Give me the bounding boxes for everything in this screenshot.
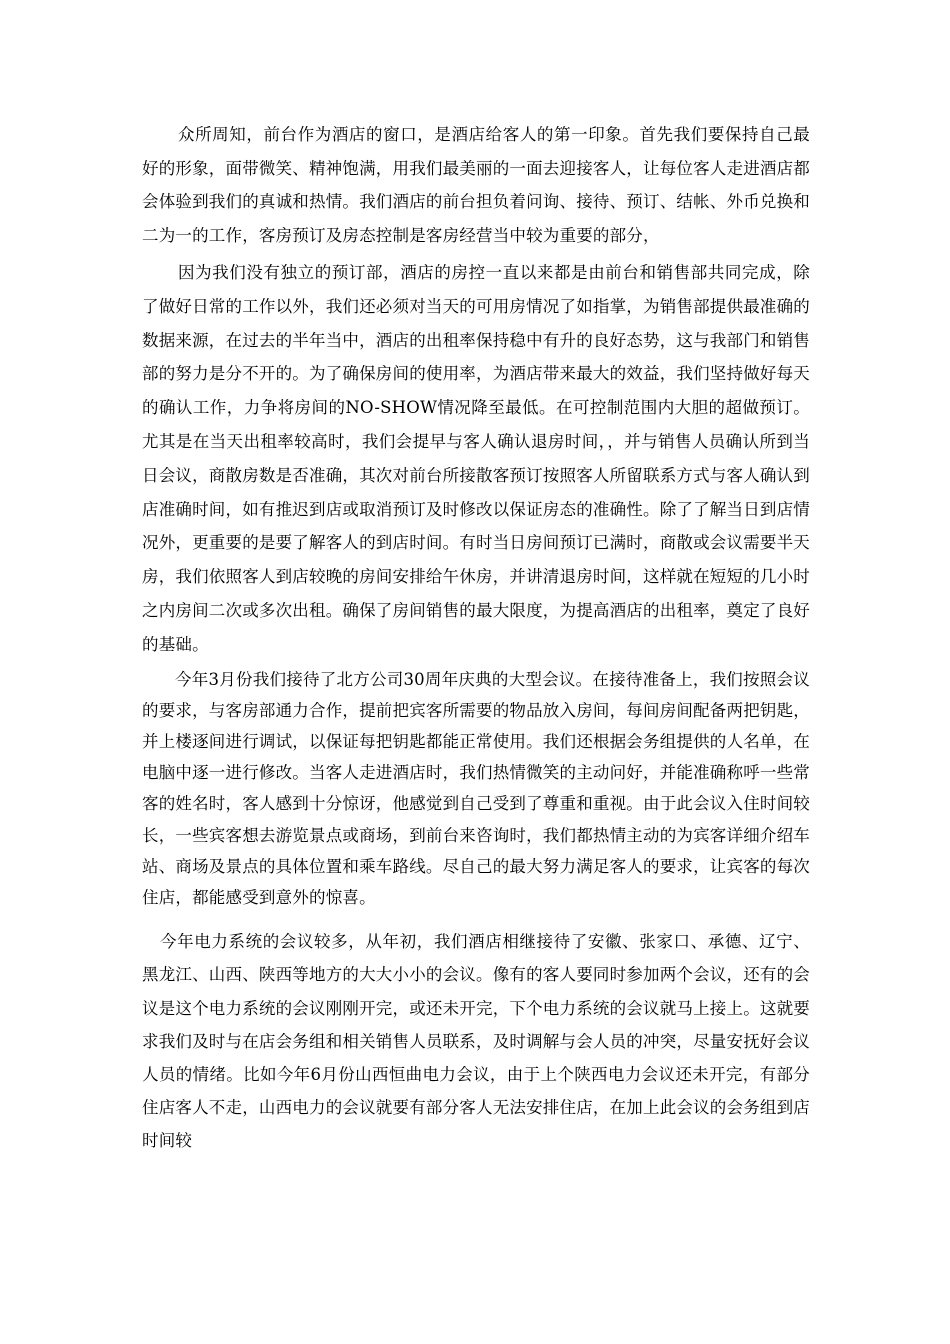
paragraph-room-control: 因为我们没有独立的预订部，酒店的房控一直以来都是由前台和销售部共同完成，除了做好日常的工作以外，我们还必须对当天的可用房情况了如指掌，为销售部提供最准确的数据来源，在过去的半年当中，酒店的出租率保持稳中有升的良好态势，这与我部门和销售部的努力是分不开的。为了确保房间的使用率，为酒店带来最大的效益，我们坚持做好每天的确认工作，力争将房间的NO-SHOW情况降至最低。在可控制范围内大胆的超做预订。尤其是在当天出租率较高时，我们会提早与客人确认退房时间，，并与销售人员确认所到当日会议，商散房数是否准确，其次对前台所接散客预订按照客人所留联系方式与客人确认到店准确时间，如有推迟到店或取消预订及时修改以保证房态的准确性。除了了解当日到店情况外，更重要的是要了解客人的到店时间。有时当日房间预订已满时，商散或会议需要半天房，我们依照客人到店较晚的房间安排给午休房，并讲清退房时间，这样就在短短的几小时之内房间二次或多次出租。确保了房间销售的最大限度，为提高酒店的出租率，奠定了良好的基础。 [142,263,810,654]
document-body [142,118,810,1158]
paragraph-front-desk-intro: 众所周知，前台作为酒店的窗口，是酒店给客人的第一印象。首先我们要保持自己最好的形象，面带微笑、精神饱满，用我们最美丽的一面去迎接客人，让每位客人走进酒店都会体验到我们的真诚和热情。我们酒店的前台担负着问询、接待、预订、结帐、外币兑换和二为一的工作，客房预订及房态控制是客房经营当中较为重要的部分， [142,125,810,245]
paragraph-anniversary-conference: 今年3月份我们接待了北方公司30周年庆典的大型会议。在接待准备上，我们按照会议的要求，与客房部通力合作，提前把宾客所需要的物品放入房间，每间房间配备两把钥匙，并上楼逐间进行调试，以保证每把钥匙都能正常使用。我们还根据会务组提供的人名单，在电脑中逐一进行修改。当客人走进酒店时，我们热情微笑的主动问好，并能准确称呼一些常客的姓名时，客人感到十分惊讶，他感觉到自己受到了尊重和重视。由于此会议入住时间较长，一些宾客想去游览景点或商场，到前台来咨询时，我们都热情主动的为宾客详细介绍车站、商场及景点的具体位置和乘车路线。尽自己的最大努力满足客人的要求，让宾客的每次住店，都能感受到意外的惊喜。 [142,669,810,907]
paragraph-power-system-conferences: 今年电力系统的会议较多，从年初，我们酒店相继接待了安徽、张家口、承德、辽宁、黑龙江、山西、陕西等地方的大大小小的会议。像有的客人要同时参加两个会议，还有的会议是这个电力系统的会议刚刚开完，或还未开完，下个电力系统的会议就马上接上。这就要求我们及时与在店会务组和相关销售人员联系，及时调解与会人员的冲突，尽量安抚好会议人员的情绪。比如今年6月份山西恒曲电力会议，由于上个陕西电力会议还未开完，有部分住店客人不走，山西电力的会议就要有部分客人无法安排住店，在加上此会议的会务组到店时间较 [142,932,810,1151]
